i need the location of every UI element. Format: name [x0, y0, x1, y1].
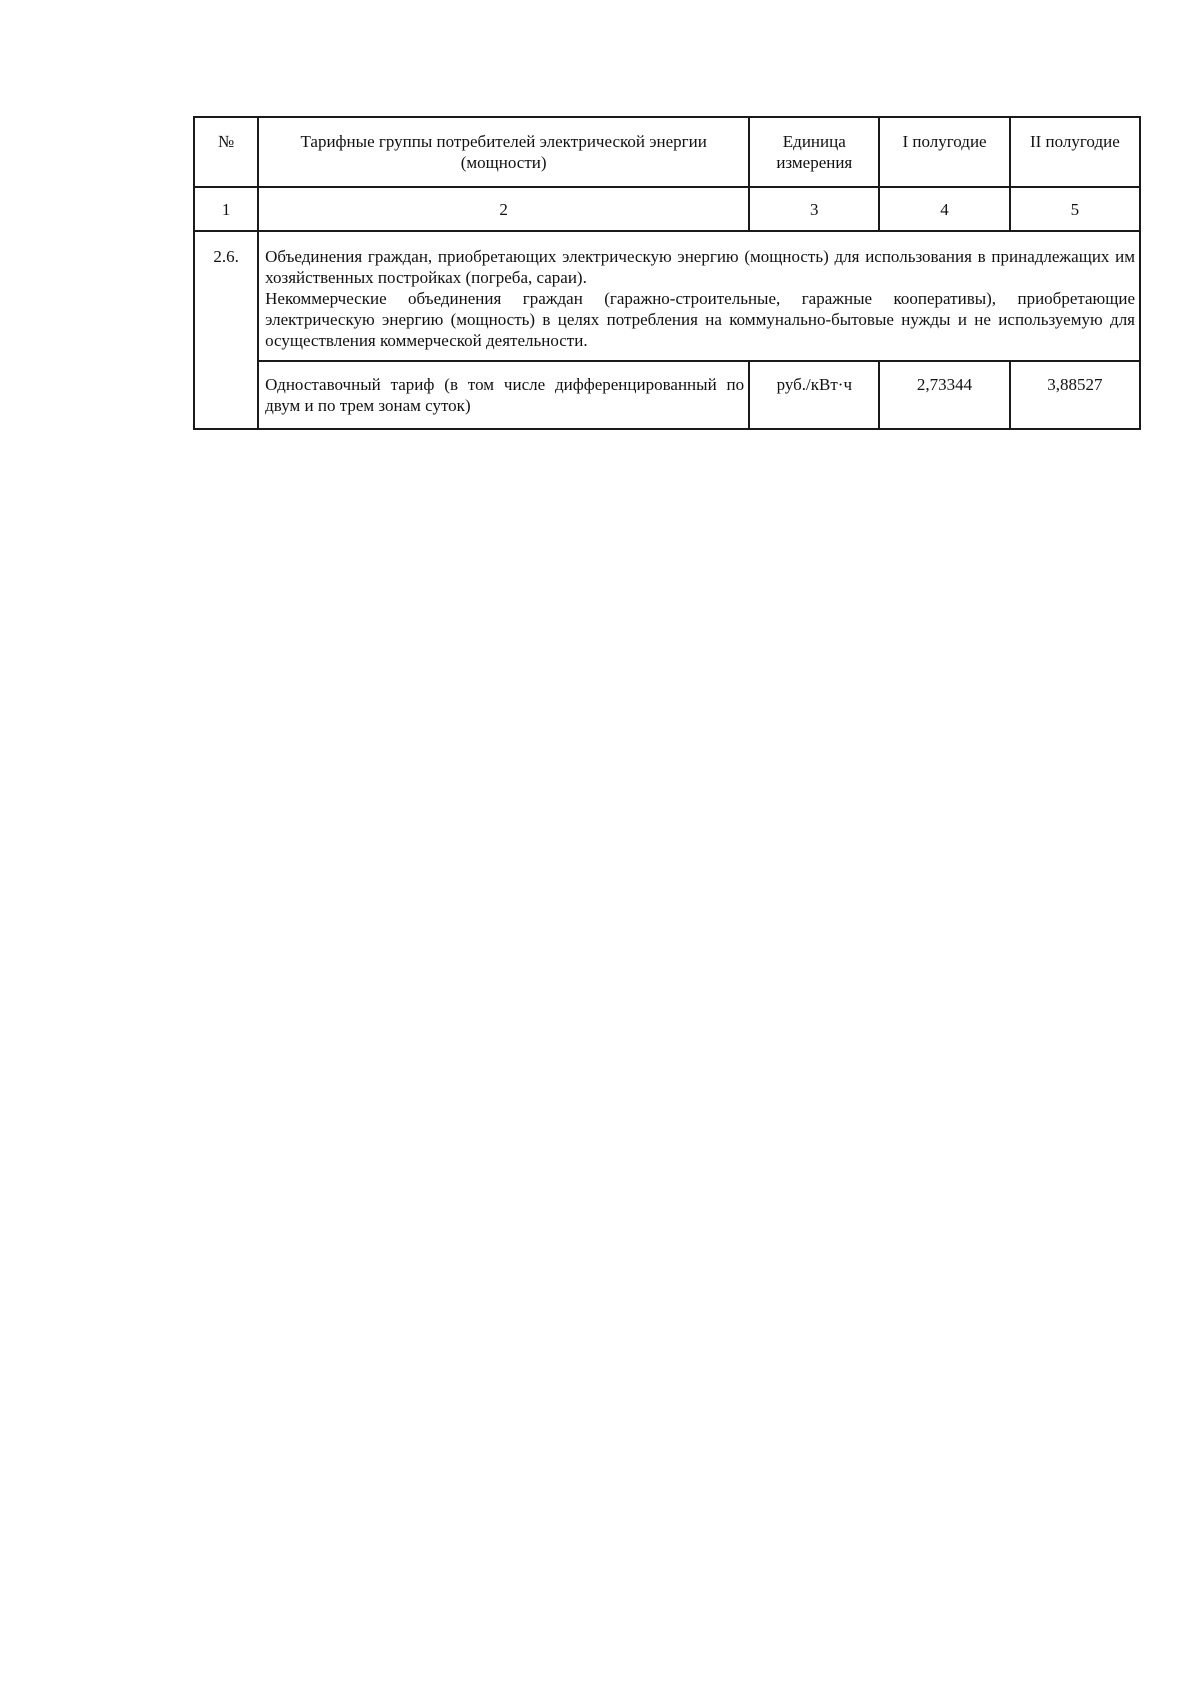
column-number: 3: [749, 187, 879, 231]
header-unit: Единица измерения: [749, 117, 879, 187]
tariff-table: [193, 116, 1141, 430]
column-number: 5: [1010, 187, 1140, 231]
header-tariff-group: Тарифные группы потребителей электрической энергии (мощности): [258, 117, 749, 187]
row-value-half1: 2,73344: [879, 361, 1009, 429]
header-half2: II полугодие: [1010, 117, 1140, 187]
table-row: [194, 361, 1140, 429]
header-num: №: [194, 117, 258, 187]
column-number: 4: [879, 187, 1009, 231]
section-paragraph: Некоммерческие объединения граждан (гаражно-строительные, гаражные кооперативы), приобретающие электрическую энергию (мощность) в целях потребления на коммунально-бытовые нужды и не используемую для осуществления коммерческой деятельности.: [265, 289, 1135, 350]
section-row: [194, 231, 1140, 361]
header-half1: I полугодие: [879, 117, 1009, 187]
row-tariff-label: Одноставочный тариф (в том числе дифференцированный по двум и по трем зонам суток): [258, 361, 749, 429]
row-unit: руб./кВт·ч: [749, 361, 879, 429]
section-description: [258, 231, 1140, 361]
column-number: 2: [258, 187, 749, 231]
column-number: 1: [194, 187, 258, 231]
column-number-row: [194, 187, 1140, 231]
row-value-half2: 3,88527: [1010, 361, 1140, 429]
section-number: 2.6.: [194, 231, 258, 429]
section-paragraph: Объединения граждан, приобретающих электрическую энергию (мощность) для использования в принадлежащих им хозяйственных постройках (погреба, сараи).: [265, 247, 1135, 287]
table-header-row: [194, 117, 1140, 187]
